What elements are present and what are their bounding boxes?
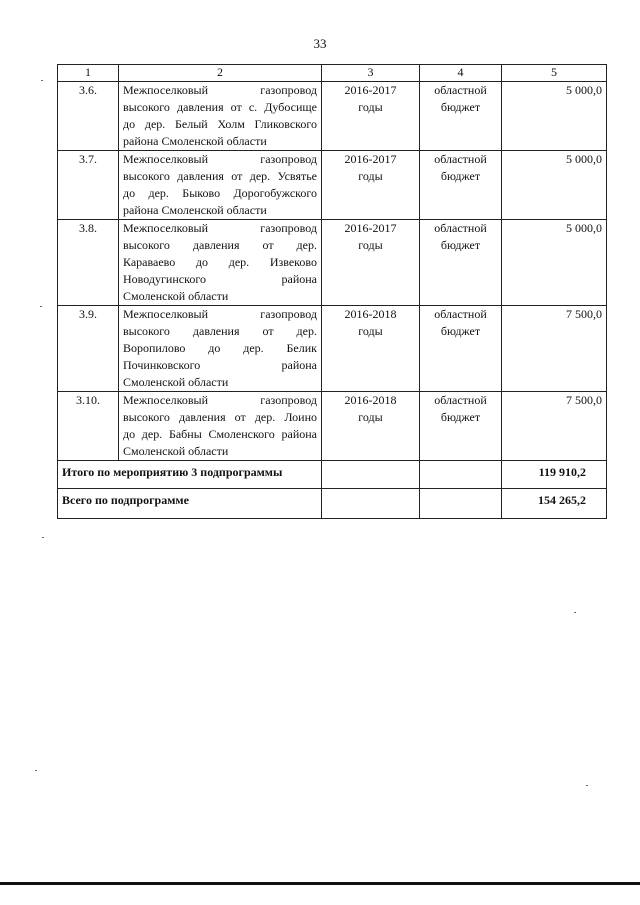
subtotal-row [58,461,607,489]
table-header-row [58,65,607,82]
period-unit: годы [358,410,383,424]
amount-cell: 7 500,0 [502,306,607,392]
funding-source-cell [420,392,502,461]
table-body [58,82,607,519]
grand-total-row [58,489,607,519]
measure-name-line: Смоленской области [123,444,229,458]
table-row [58,82,607,151]
measure-name-line: Межпоселковый газопровод [123,152,317,166]
measure-name-line: высокого давления от с. Дубосище [123,100,317,114]
measure-name-line: до дер. Белый Холм Гликовского [123,117,317,131]
amount-cell: 5 000,0 [502,151,607,220]
row-number: 3.10. [58,392,119,461]
funding-source-line: бюджет [440,238,481,252]
period-years: 2016-2018 [344,307,397,321]
funding-source-line: бюджет [440,100,481,114]
table-row [58,220,607,306]
column-header-3: 3 [322,65,420,82]
amount-cell: 5 000,0 [502,220,607,306]
measure-name-line: высокого давления от дер. Лоино [123,410,317,424]
funding-source-line: областной [434,307,487,321]
amount-cell: 5 000,0 [502,82,607,151]
measure-name [119,82,322,151]
scan-speck [574,612,576,613]
measure-name [119,220,322,306]
period-cell [322,306,420,392]
scan-speck [586,785,588,786]
funding-source-cell [420,220,502,306]
row-number: 3.9. [58,306,119,392]
funding-source-cell [420,151,502,220]
row-number: 3.7. [58,151,119,220]
measure-name-line: Караваево до дер. Извеково [123,255,317,269]
table-row [58,392,607,461]
period-unit: годы [358,324,383,338]
period-years: 2016-2017 [344,221,397,235]
scan-speck [42,537,44,538]
subtotal-empty-cell [420,461,502,489]
column-header-2: 2 [119,65,322,82]
amount-cell: 7 500,0 [502,392,607,461]
period-cell [322,220,420,306]
budget-table [57,64,607,519]
measure-name-line: Воропилово до дер. Белик [123,341,317,355]
grand-total-amount: 154 265,2 [502,489,607,519]
funding-source-line: областной [434,221,487,235]
measure-name [119,392,322,461]
measure-name-line: Починковского района [123,358,317,372]
measure-name-line: района Смоленской области [123,203,267,217]
measure-name-line: Межпоселковый газопровод [123,393,317,407]
period-years: 2016-2018 [344,393,397,407]
period-unit: годы [358,100,383,114]
measure-name-line: до дер. Бабны Смоленского района [123,427,317,441]
subtotal-empty-cell [322,461,420,489]
period-cell [322,82,420,151]
measure-name-line: Межпоселковый газопровод [123,221,317,235]
funding-source-line: областной [434,152,487,166]
funding-source-cell [420,82,502,151]
measure-name-line: Новодугинского района [123,272,317,286]
bottom-border-line [0,882,640,885]
column-header-4: 4 [420,65,502,82]
funding-source-line: областной [434,83,487,97]
table-row [58,306,607,392]
measure-name-line: высокого давления от дер. Усвятье [123,169,317,183]
column-header-1: 1 [58,65,119,82]
funding-source-cell [420,306,502,392]
measure-name-line: Межпоселковый газопровод [123,307,317,321]
measure-name-line: высокого давления от дер. [123,324,317,338]
scan-speck [35,770,37,771]
row-number: 3.6. [58,82,119,151]
measure-name-line: высокого давления от дер. [123,238,317,252]
subtotal-label: Итого по мероприятию 3 подпрограммы [58,461,322,489]
subtotal-amount: 119 910,2 [502,461,607,489]
measure-name [119,306,322,392]
period-cell [322,151,420,220]
measure-name-line: Смоленской области [123,375,229,389]
period-cell [322,392,420,461]
scan-speck [41,80,43,81]
funding-source-line: бюджет [440,324,481,338]
page-number: 33 [313,36,327,51]
funding-source-line: бюджет [440,410,481,424]
measure-name-line: Смоленской области [123,289,229,303]
period-years: 2016-2017 [344,152,397,166]
grand-total-empty-cell [322,489,420,519]
grand-total-empty-cell [420,489,502,519]
period-unit: годы [358,238,383,252]
grand-total-label: Всего по подпрограмме [58,489,322,519]
scan-speck [40,306,42,307]
period-unit: годы [358,169,383,183]
table-row [58,151,607,220]
funding-source-line: бюджет [440,169,481,183]
row-number: 3.8. [58,220,119,306]
measure-name-line: Межпоселковый газопровод [123,83,317,97]
measure-name [119,151,322,220]
funding-source-line: областной [434,393,487,407]
measure-name-line: района Смоленской области [123,134,267,148]
measure-name-line: до дер. Быково Дорогобужского [123,186,317,200]
period-years: 2016-2017 [344,83,397,97]
column-header-5: 5 [502,65,607,82]
